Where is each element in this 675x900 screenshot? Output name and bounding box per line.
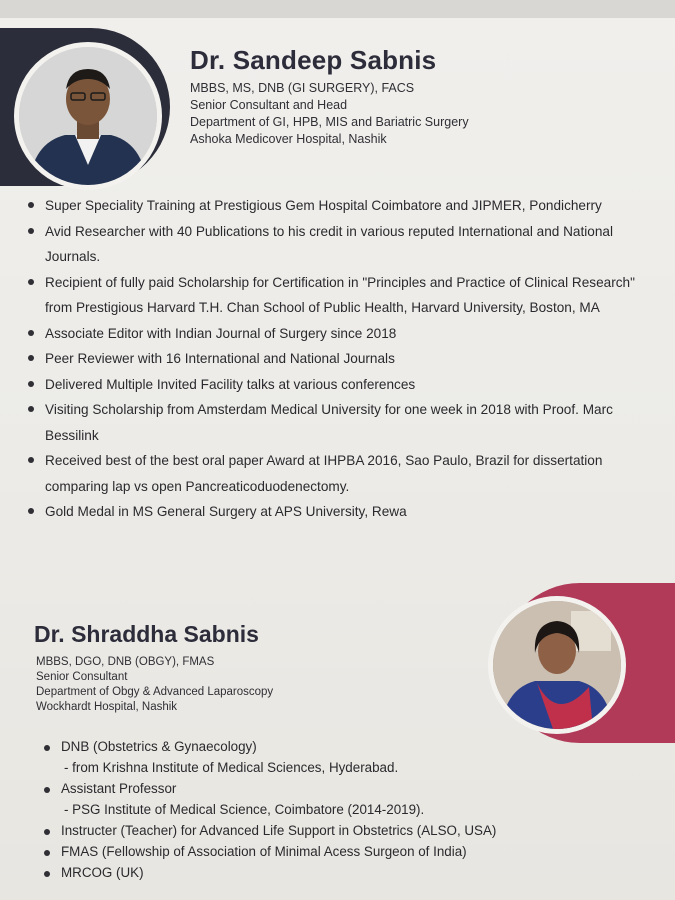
bullet-icon [28, 457, 34, 463]
doctor-1-qualifications: MBBS, MS, DNB (GI SURGERY), FACS [190, 81, 415, 95]
list-item: Received best of the best oral paper Award at IHPBA 2016, Sao Paulo, Brazil for dissertation comparing lap vs open Pancreaticoduodenectomy. [28, 448, 648, 499]
brochure-page [0, 18, 675, 900]
list-item-detail: - PSG Institute of Medical Science, Coimbatore (2014-2019). [64, 802, 425, 817]
bullet-icon [28, 508, 34, 514]
bullet-icon [28, 381, 34, 387]
bullet-icon [28, 279, 34, 285]
bullet-icon [44, 787, 50, 793]
list-item: Avid Researcher with 40 Publications to his credit in various reputed International and National Journals. [28, 219, 648, 270]
list-item: Peer Reviewer with 16 International and National Journals [28, 346, 648, 372]
list-item: Visiting Scholarship from Amsterdam Medical University for one week in 2018 with Proof. Marc Bessilink [28, 397, 648, 448]
doctor-1-achievements-list [28, 193, 648, 525]
list-item: FMAS (Fellowship of Association of Minimal Acess Surgeon of India) [44, 841, 564, 862]
doctor-1-photo [14, 42, 162, 190]
list-item: Delivered Multiple Invited Facility talks at various conferences [28, 372, 648, 398]
doctor-2-name: Dr. Shraddha Sabnis [34, 621, 259, 647]
doctor-1-hospital: Ashoka Medicover Hospital, Nashik [190, 132, 387, 146]
list-item: Recipient of fully paid Scholarship for Certification in "Principles and Practice of Clinical Research" from Prestigious Harvard T.H. Chan School of Public Health, Harvard University, Boston, MA [28, 270, 648, 321]
doctor-1-department: Department of GI, HPB, MIS and Bariatric Surgery [190, 115, 469, 129]
bullet-icon [28, 406, 34, 412]
doctor-2-achievements-list [44, 736, 564, 883]
doctor-1-name: Dr. Sandeep Sabnis [190, 45, 437, 75]
doctor-2-photo [488, 596, 626, 734]
doctor-2-department: Department of Obgy & Advanced Laparoscopy [36, 686, 274, 698]
doctor-2-details [36, 655, 273, 715]
list-item: MRCOG (UK) [44, 862, 564, 883]
list-item: Assistant Professor [44, 778, 564, 799]
doctor-2-qualifications: MBBS, DGO, DNB (OBGY), FMAS [36, 656, 215, 668]
doctor-2-hospital: Wockhardt Hospital, Nashik [36, 701, 178, 713]
list-item: Gold Medal in MS General Surgery at APS University, Rewa [28, 499, 648, 525]
doctor-1-position: Senior Consultant and Head [190, 98, 348, 112]
bullet-icon [28, 228, 34, 234]
bullet-icon [28, 202, 34, 208]
list-item: Associate Editor with Indian Journal of Surgery since 2018 [28, 321, 648, 347]
bullet-icon [44, 871, 50, 877]
list-item-detail: - from Krishna Institute of Medical Sciences, Hyderabad. [64, 760, 399, 775]
list-item: DNB (Obstetrics & Gynaecology) [44, 736, 564, 757]
list-item: Super Speciality Training at Prestigious Gem Hospital Coimbatore and JIPMER, Pondicherry [28, 193, 648, 219]
bullet-icon [44, 829, 50, 835]
doctor-2-position: Senior Consultant [36, 671, 128, 683]
list-item: Instructer (Teacher) for Advanced Life Support in Obstetrics (ALSO, USA) [44, 820, 564, 841]
bullet-icon [44, 745, 50, 751]
doctor-1-details [190, 80, 469, 148]
bullet-icon [44, 850, 50, 856]
bullet-icon [28, 330, 34, 336]
bullet-icon [28, 355, 34, 361]
